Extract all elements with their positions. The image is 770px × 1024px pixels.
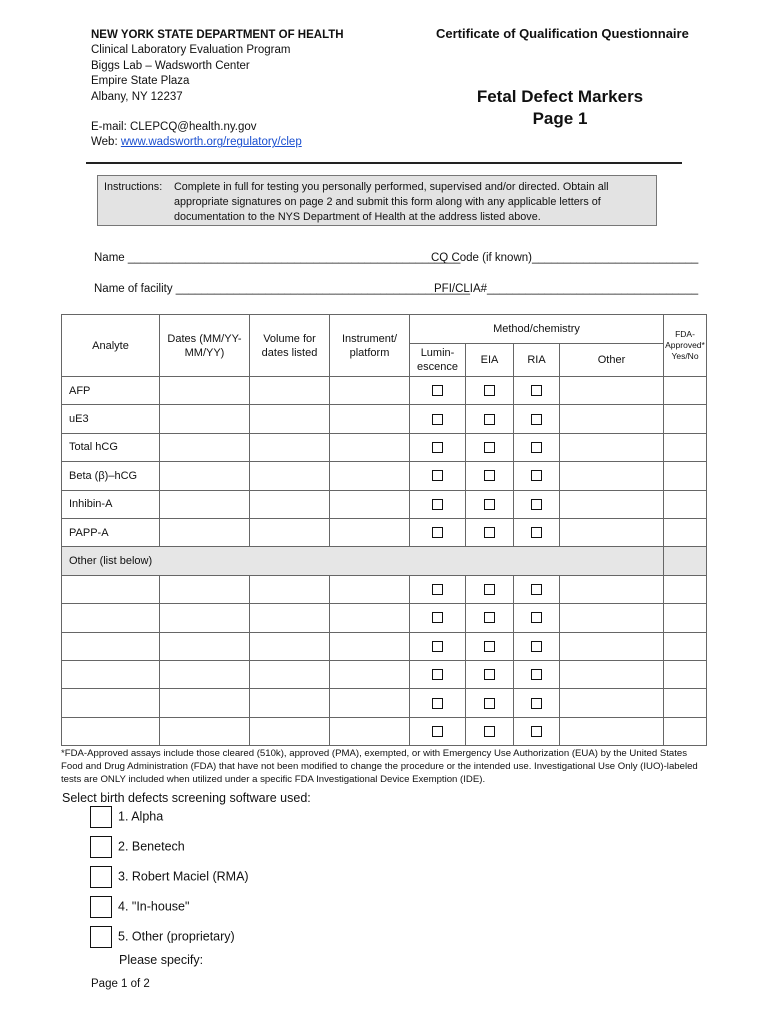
software-option-rma[interactable]	[90, 866, 249, 888]
luminescence-checkbox[interactable]	[432, 470, 443, 481]
volume-cell[interactable]	[250, 575, 330, 603]
analyte-name: Total hCG	[62, 433, 160, 461]
luminescence-checkbox[interactable]	[432, 385, 443, 396]
table-row	[62, 604, 707, 632]
luminescence-checkbox[interactable]	[432, 698, 443, 709]
analyte-name: PAPP-A	[62, 518, 160, 546]
page-number: Page 1 of 2	[91, 978, 150, 990]
luminescence-checkbox[interactable]	[432, 726, 443, 737]
org-name: NEW YORK STATE DEPARTMENT OF HEALTH	[91, 29, 344, 41]
option-label: 2. Benetech	[118, 839, 185, 854]
checkbox[interactable]	[90, 926, 112, 948]
instrument-cell[interactable]	[330, 433, 410, 461]
instrument-cell[interactable]	[330, 377, 410, 405]
eia-checkbox[interactable]	[484, 499, 495, 510]
volume-cell[interactable]	[250, 717, 330, 745]
other-cell[interactable]	[560, 462, 664, 490]
dates-cell[interactable]	[160, 717, 250, 745]
volume-cell[interactable]	[250, 632, 330, 660]
luminescence-checkbox[interactable]	[432, 612, 443, 623]
doc-title	[440, 86, 680, 130]
instrument-cell[interactable]	[330, 717, 410, 745]
dates-cell[interactable]	[160, 377, 250, 405]
eia-checkbox[interactable]	[484, 698, 495, 709]
ria-checkbox[interactable]	[531, 470, 542, 481]
table-row	[62, 717, 707, 745]
fda-cell[interactable]	[664, 575, 707, 603]
table-row	[62, 689, 707, 717]
dates-cell[interactable]	[160, 575, 250, 603]
checkbox[interactable]	[90, 806, 112, 828]
header-divider	[86, 162, 682, 164]
luminescence-checkbox[interactable]	[432, 442, 443, 453]
email: E-mail: CLEPCQ@health.ny.gov	[91, 121, 257, 134]
fda-cell[interactable]	[664, 632, 707, 660]
instrument-cell[interactable]	[330, 604, 410, 632]
program-name: Clinical Laboratory Evaluation Program	[91, 44, 291, 57]
name-field[interactable]: Name ____________________________________________________	[94, 252, 461, 264]
fda-cell[interactable]	[664, 405, 707, 433]
eia-checkbox[interactable]	[484, 584, 495, 595]
analyte-name: Inhibin-A	[62, 490, 160, 518]
ria-checkbox[interactable]	[531, 612, 542, 623]
col-instrument: Instrument/ platform	[330, 315, 410, 377]
col-volume: Volume for dates listed	[250, 315, 330, 377]
pfi-clia-field[interactable]: PFI/CLIA#_________________________________	[434, 283, 699, 295]
volume-cell[interactable]	[250, 660, 330, 688]
luminescence-checkbox[interactable]	[432, 584, 443, 595]
fda-cell	[664, 547, 707, 575]
analyte-cell[interactable]	[62, 660, 160, 688]
dates-cell[interactable]	[160, 604, 250, 632]
other-header-row	[62, 547, 707, 575]
analyte-name: Beta (β)–hCG	[62, 462, 160, 490]
other-cell[interactable]	[560, 433, 664, 461]
eia-checkbox[interactable]	[484, 470, 495, 481]
instructions-label: Instructions:	[104, 181, 163, 193]
eia-checkbox[interactable]	[484, 641, 495, 652]
instructions-text: Complete in full for testing you personally performed, supervised and/or directed. Obtain all appropriate signatures on page 2 and submit this form along with any applicable letters of documentation to the NYS Department of Health at the address listed above.	[174, 181, 609, 223]
software-option-other[interactable]	[90, 926, 235, 948]
volume-cell[interactable]	[250, 518, 330, 546]
instrument-cell[interactable]	[330, 462, 410, 490]
table-row	[62, 377, 707, 405]
other-cell[interactable]	[560, 717, 664, 745]
col-dates: Dates (MM/YY-MM/YY)	[160, 315, 250, 377]
other-cell[interactable]	[560, 689, 664, 717]
fda-cell[interactable]	[664, 433, 707, 461]
instrument-cell[interactable]	[330, 405, 410, 433]
instrument-cell[interactable]	[330, 575, 410, 603]
table-row	[62, 490, 707, 518]
eia-checkbox[interactable]	[484, 385, 495, 396]
eia-checkbox[interactable]	[484, 527, 495, 538]
col-luminescence: Lumin-escence	[410, 344, 466, 377]
header-address	[91, 28, 344, 151]
ria-checkbox[interactable]	[531, 414, 542, 425]
web-line	[91, 135, 344, 150]
volume-cell[interactable]	[250, 689, 330, 717]
eia-checkbox[interactable]	[484, 414, 495, 425]
plaza: Empire State Plaza	[91, 75, 190, 88]
ria-checkbox[interactable]	[531, 385, 542, 396]
ria-checkbox[interactable]	[531, 641, 542, 652]
software-option-alpha[interactable]	[90, 806, 163, 828]
volume-cell[interactable]	[250, 604, 330, 632]
checkbox[interactable]	[90, 896, 112, 918]
col-other: Other	[560, 344, 664, 377]
table-row	[62, 575, 707, 603]
web-label: Web:	[91, 136, 118, 149]
col-eia: EIA	[466, 344, 514, 377]
instrument-cell[interactable]	[330, 689, 410, 717]
eia-checkbox[interactable]	[484, 669, 495, 680]
fda-cell[interactable]	[664, 604, 707, 632]
eia-checkbox[interactable]	[484, 442, 495, 453]
table-row	[62, 405, 707, 433]
volume-cell[interactable]	[250, 490, 330, 518]
volume-cell[interactable]	[250, 433, 330, 461]
analyte-name: AFP	[62, 377, 160, 405]
cq-code-field[interactable]: CQ Code (if known)__________________________	[431, 252, 699, 264]
instructions-box	[97, 175, 657, 226]
analyte-table	[61, 314, 707, 746]
other-cell[interactable]	[560, 660, 664, 688]
checkbox[interactable]	[90, 836, 112, 858]
other-cell[interactable]	[560, 490, 664, 518]
ria-checkbox[interactable]	[531, 726, 542, 737]
page-title: Page 1	[532, 109, 588, 128]
ria-checkbox[interactable]	[531, 527, 542, 538]
fda-cell[interactable]	[664, 462, 707, 490]
dates-cell[interactable]	[160, 632, 250, 660]
analyte-cell[interactable]	[62, 632, 160, 660]
ria-checkbox[interactable]	[531, 499, 542, 510]
fda-footnote: *FDA-Approved assays include those cleared (510k), approved (PMA), exempted, or with Emergency Use Authorization (EUA) by the United States Food and Drug Administration (FDA) that have not been modified to change the procedure or the intended use. Investigational Use Only (IUO)-labeled tests are ONLY included when utilized under a specific FDA Investigational Device Exemption (IDE).	[61, 748, 698, 785]
dates-cell[interactable]	[160, 490, 250, 518]
fda-cell[interactable]	[664, 660, 707, 688]
other-cell[interactable]	[560, 405, 664, 433]
dates-cell[interactable]	[160, 405, 250, 433]
option-label: 3. Robert Maciel (RMA)	[118, 869, 249, 884]
fda-cell[interactable]	[664, 518, 707, 546]
instrument-cell[interactable]	[330, 660, 410, 688]
software-option-benetech[interactable]	[90, 836, 185, 858]
doc-title-text: Fetal Defect Markers	[476, 87, 644, 106]
luminescence-checkbox[interactable]	[432, 527, 443, 538]
option-label: 1. Alpha	[118, 809, 164, 824]
eia-checkbox[interactable]	[484, 612, 495, 623]
col-method: Method/chemistry	[410, 315, 664, 344]
ria-checkbox[interactable]	[531, 669, 542, 680]
other-list-label: Other (list below)	[62, 547, 664, 575]
fda-cell[interactable]	[664, 377, 707, 405]
option-label: 5. Other (proprietary)	[118, 929, 235, 944]
please-specify: Please specify:	[119, 953, 204, 967]
volume-cell[interactable]	[250, 377, 330, 405]
fda-cell[interactable]	[664, 689, 707, 717]
checkbox[interactable]	[90, 866, 112, 888]
table-row	[62, 518, 707, 546]
analyte-cell[interactable]	[62, 575, 160, 603]
col-fda: FDA-Approved* Yes/No	[664, 315, 707, 377]
col-ria: RIA	[514, 344, 560, 377]
analyte-cell[interactable]	[62, 604, 160, 632]
volume-cell[interactable]	[250, 462, 330, 490]
ria-checkbox[interactable]	[531, 584, 542, 595]
other-cell[interactable]	[560, 575, 664, 603]
other-cell[interactable]	[560, 632, 664, 660]
analyte-cell[interactable]	[62, 689, 160, 717]
ria-checkbox[interactable]	[531, 442, 542, 453]
lab-name: Biggs Lab – Wadsworth Center	[91, 59, 250, 72]
web-link[interactable]: www.wadsworth.org/regulatory/clep	[120, 136, 302, 149]
software-question: Select birth defects screening software used:	[62, 791, 311, 805]
fda-cell[interactable]	[664, 717, 707, 745]
eia-checkbox[interactable]	[484, 726, 495, 737]
dates-cell[interactable]	[160, 518, 250, 546]
instrument-cell[interactable]	[330, 490, 410, 518]
instrument-cell[interactable]	[330, 632, 410, 660]
dates-cell[interactable]	[160, 660, 250, 688]
dates-cell[interactable]	[160, 462, 250, 490]
luminescence-checkbox[interactable]	[432, 414, 443, 425]
luminescence-checkbox[interactable]	[432, 499, 443, 510]
luminescence-checkbox[interactable]	[432, 641, 443, 652]
luminescence-checkbox[interactable]	[432, 669, 443, 680]
facility-field[interactable]: Name of facility ______________________________________________	[94, 283, 471, 295]
table-row	[62, 660, 707, 688]
col-analyte: Analyte	[62, 315, 160, 377]
ria-checkbox[interactable]	[531, 698, 542, 709]
table-row	[62, 462, 707, 490]
instrument-cell[interactable]	[330, 518, 410, 546]
dates-cell[interactable]	[160, 689, 250, 717]
volume-cell[interactable]	[250, 405, 330, 433]
option-label: 4. "In-house"	[118, 899, 190, 914]
dates-cell[interactable]	[160, 433, 250, 461]
other-cell[interactable]	[560, 377, 664, 405]
analyte-cell[interactable]	[62, 717, 160, 745]
other-cell[interactable]	[560, 518, 664, 546]
table-row	[62, 433, 707, 461]
software-option-in-house[interactable]	[90, 896, 189, 918]
city: Albany, NY 12237	[91, 90, 183, 103]
fda-cell[interactable]	[664, 490, 707, 518]
table-row	[62, 632, 707, 660]
form-title: Certificate of Qualification Questionnaire	[436, 26, 689, 41]
other-cell[interactable]	[560, 604, 664, 632]
analyte-name: uE3	[62, 405, 160, 433]
